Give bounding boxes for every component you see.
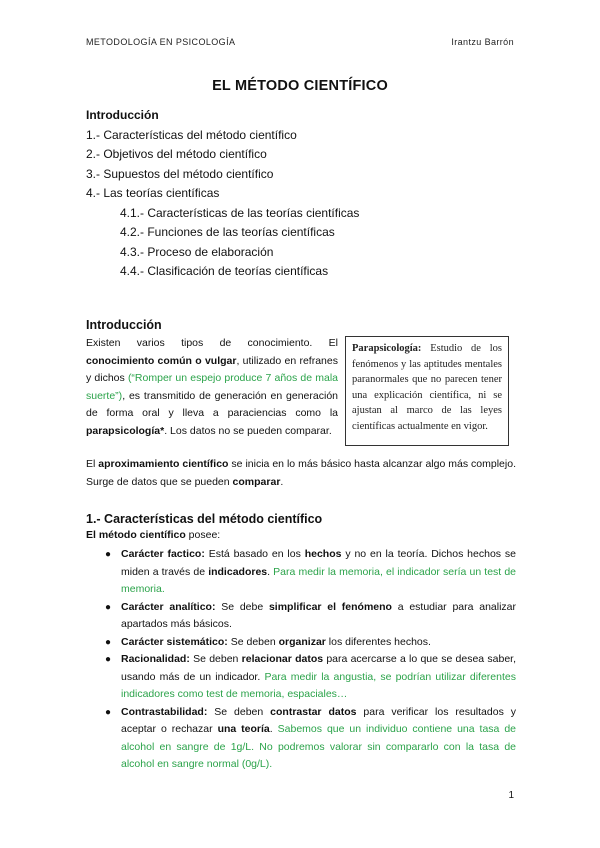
list-item: ● Racionalidad: Se deben relacionar datos para acercarse a lo que se desea saber, usando más de un indicador. Para medir la angustia, se podrían utilizar diferentes indicadores como test de memoria, espaciales… — [105, 653, 516, 700]
toc-intro: Introducción — [86, 108, 159, 122]
intro-heading: Introducción — [86, 318, 162, 332]
list-item: ● Carácter analítico: Se debe simplificar el fenómeno a estudiar para analizar apartados más básicos. — [105, 600, 516, 630]
toc-item: 2.- Objetivos del método científico — [86, 147, 267, 161]
parapsychology-definition-box — [345, 336, 509, 446]
table-of-contents — [86, 106, 526, 282]
toc-subitem: 4.4.- Clasificación de teorías científicas — [120, 264, 329, 278]
header-right: Irantzu Barrón — [451, 37, 514, 47]
section-1-lead: El método científico posee: — [86, 529, 221, 541]
list-item: ● Contrastabilidad: Se deben contrastar datos para verificar los resultados y aceptar o rechazar una teoría. Sabemos que un individuo contiene una tasa de alcohol en sangre de 1g/L. No podremos valorar sin compararlo con la tasa de alcohol en sangre normal (0g/L). — [105, 705, 517, 770]
toc-subitem: 4.2.- Funciones de las teorías científicas — [120, 225, 335, 239]
toc-subitem: 4.3.- Proceso de elaboración — [120, 244, 274, 259]
intro-paragraph-1: Existen varios tipos de conocimiento. El conocimiento común o vulgar, utilizado en refranes y dichos (“Romper un espejo produce 7 años de mala suerte”), es transmitido de generación en generación de forma oral y lleva a paraciencias como la parapsicología*. Los datos no se pueden comparar. — [86, 337, 339, 437]
intro-paragraph-2: El aproximamiento científico se inicia en lo más básico hasta alcanzar algo más complejo. Surge de datos que se pueden comparar. — [86, 458, 516, 488]
bullet-icon: ● — [105, 636, 112, 648]
toc-item: 1.- Características del método científico — [86, 127, 297, 142]
characteristics-list — [86, 546, 516, 774]
box-definition: Estudio de los fenómenos y las aptitudes mentales paranormales que no parecen tener una explicación científica, ni se ajustan al marco de las leyes científicas actualmente en vigor. — [352, 343, 502, 432]
page-number: 1 — [508, 790, 514, 801]
toc-item: 4.- Las teorías científicas — [86, 186, 220, 200]
box-term: Parapsicología: — [352, 343, 422, 354]
bullet-icon: ● — [105, 654, 112, 665]
header-left: METODOLOGÍA EN PSICOLOGÍA — [86, 37, 236, 47]
bullet-icon: ● — [105, 549, 112, 560]
list-item: ● Carácter sistemático: Se deben organizar los diferentes hechos. — [86, 634, 516, 652]
bullet-icon: ● — [105, 601, 112, 613]
bullet-icon: ● — [105, 706, 112, 718]
list-item: ● Carácter factico: Está basado en los hechos y no en la teoría. Dichos hechos se miden a través de indicadores. Para medir la memoria, el indicador sería un test de memoria. — [105, 548, 516, 595]
toc-item: 3.- Supuestos del método científico — [86, 166, 274, 181]
section-1-heading: 1.- Características del método científico — [86, 512, 323, 526]
toc-subitem: 4.1.- Características de las teorías científicas — [120, 205, 360, 220]
document-title: EL MÉTODO CIENTÍFICO — [212, 78, 388, 94]
